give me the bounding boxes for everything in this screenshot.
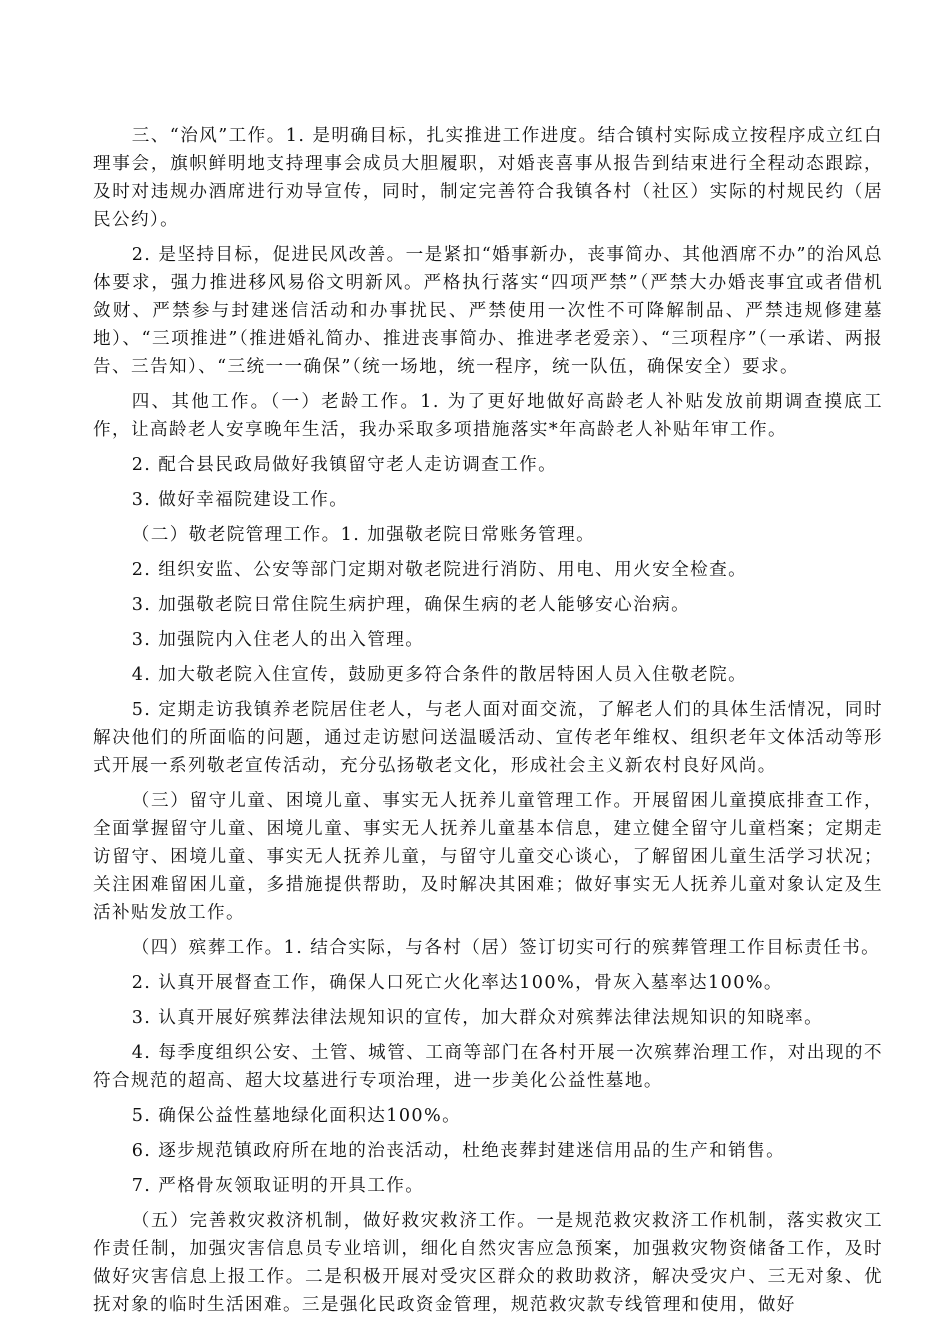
paragraph-funeral-2: 2. 认真开展督查工作，确保人口死亡火化率达100%，骨灰入墓率达100%。 xyxy=(131,973,783,993)
paragraph-zhifeng-1: 三、“治风”工作。1. 是明确目标，扎实推进工作进度。结合镇村实际成立按程序成立红白理事会，旗帜鲜明地支持理事会成员大胆履职，对婚丧喜事从报告到结束进行全程动态跟踪，及时对违规办酒席进行劝导宣传，同时，制定完善符合我镇各村（社区）实际的村规民约（居民公约）。 xyxy=(93,126,883,230)
paragraph-children: （三）留守儿童、困境儿童、事实无人抚养儿童管理工作。开展留困儿童摸底排查工作，全面掌握留守儿童、困境儿童、事实无人抚养儿童基本信息，建立健全留守儿童档案；定期走访留守、困境儿童、事实无人抚养儿童，与留守儿童交心谈心，了解留困儿童生活学习状况；关注困难留困儿童，多措施提供帮助，及时解决其困难；做好事实无人抚养儿童对象认定及生活补贴发放工作。 xyxy=(93,791,883,923)
paragraph-funeral-7: 7. 严格骨灰领取证明的开具工作。 xyxy=(131,1176,425,1196)
paragraph-zhifeng-2: 2. 是坚持目标，促进民风改善。一是紧扣“婚事新办，丧事简办、其他酒席不办”的治风总体要求，强力推进移风易俗文明新风。严格执行落实“四项严禁”（严禁大办婚丧事宜或者借机敛财、严禁参与封建迷信活动和办事扰民、严禁使用一次性不可降解制品、严禁违规修建墓地）、“三项推进”（推进婚礼简办、推进丧事简办、推进孝老爱亲）、“三项程序”（一承诺、两报告、三告知）、“三统一一确保”（统一场地，统一程序，统一队伍，确保安全）要求。 xyxy=(93,245,883,377)
paragraph-nursing-home-3: 3. 加强敬老院日常住院生病护理，确保生病的老人能够安心治病。 xyxy=(131,595,691,615)
paragraph-nursing-home-1: （二）敬老院管理工作。1. 加强敬老院日常账务管理。 xyxy=(131,525,596,545)
paragraph-funeral-6: 6. 逐步规范镇政府所在地的治丧活动，杜绝丧葬封建迷信用品的生产和销售。 xyxy=(131,1141,786,1161)
paragraph-funeral-3: 3. 认真开展好殡葬法律法规知识的宣传，加大群众对殡葬法律法规知识的知晓率。 xyxy=(131,1008,824,1028)
paragraph-nursing-home-2: 2. 组织安监、公安等部门定期对敬老院进行消防、用电、用火安全检查。 xyxy=(131,560,748,580)
paragraph-funeral-1: （四）殡葬工作。1. 结合实际，与各村（居）签订切实可行的殡葬管理工作目标责任书。 xyxy=(131,938,881,958)
paragraph-disaster-relief: （五）完善救灾救济机制，做好救灾救济工作。一是规范救灾救济工作机制，落实救灾工作责任制，加强灾害信息员专业培训，细化自然灾害应急预案，加强救灾物资储备工作，及时做好灾害信息上报工作。二是积极开展对受灾区群众的救助救济，解决受灾户、三无对象、优抚对象的临时生活困难。三是强化民政资金管理，规范救灾款专线管理和使用，做好 xyxy=(93,1211,883,1315)
paragraph-nursing-home-5: 5. 定期走访我镇养老院居住老人，与老人面对面交流，了解老人们的具体生活情况，同时解决他们的所面临的问题，通过走访慰问送温暖活动、宣传老年维权、组织老年文体活动等形式开展一系列敬老宣传活动，充分弘扬敬老文化，形成社会主义新农村良好风尚。 xyxy=(93,700,883,776)
paragraph-other-work-2: 2. 配合县民政局做好我镇留守老人走访调查工作。 xyxy=(131,455,558,475)
paragraph-funeral-5: 5. 确保公益性墓地绿化面积达100%。 xyxy=(131,1106,462,1126)
document-body xyxy=(93,122,883,1326)
paragraph-nursing-home-3b: 3. 加强院内入住老人的出入管理。 xyxy=(131,630,425,650)
paragraph-funeral-4: 4. 每季度组织公安、土管、城管、工商等部门在各村开展一次殡葬治理工作，对出现的不符合规范的超高、超大坟墓进行专项治理，进一步美化公益性墓地。 xyxy=(93,1043,883,1091)
paragraph-nursing-home-4: 4. 加大敬老院入住宣传，鼓励更多符合条件的散居特困人员入住敬老院。 xyxy=(131,665,748,685)
paragraph-other-work-1: 四、其他工作。（一）老龄工作。1. 为了更好地做好高龄老人补贴发放前期调查摸底工作，让高龄老人安享晚年生活，我办采取多项措施落实*年高龄老人补贴年审工作。 xyxy=(93,392,883,440)
paragraph-other-work-3: 3. 做好幸福院建设工作。 xyxy=(131,490,349,510)
